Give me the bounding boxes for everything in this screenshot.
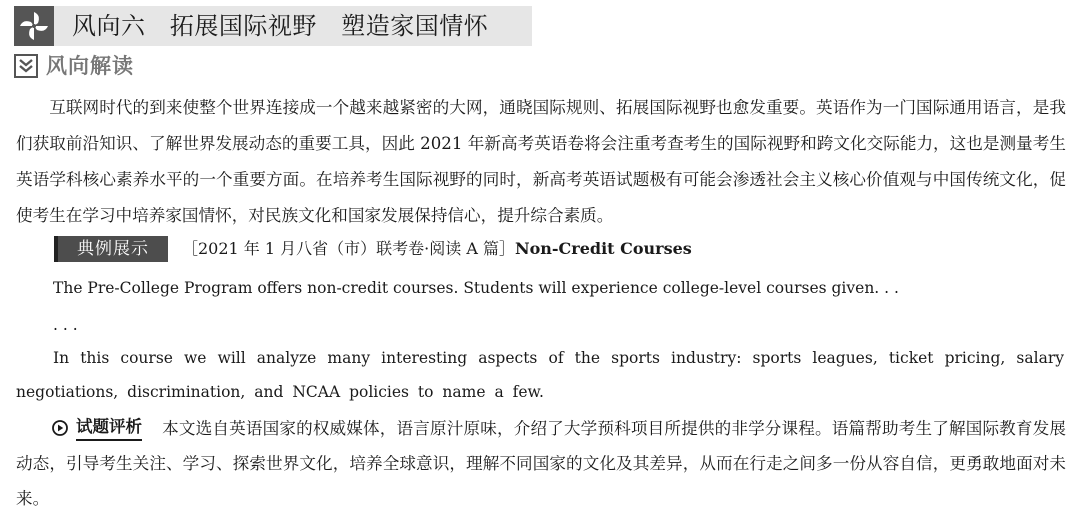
example-ellipsis: . . . <box>53 316 78 334</box>
double-chevron-down-icon <box>14 54 38 78</box>
intro-paragraph: 互联网时代的到来使整个世界连接成一个越来越紧密的大网，通晓国际规则、拓展国际视野也愈发重要。英语作为一门国际通用语言，是我们获取前沿知识、了解世界发展动态的重要工具，因此 2021 年新高考英语卷将会注重考查考生的国际视野和跨文化交际能力，这也是测量考生英语学科核心素养水平的一个重要方面。在培养考生国际视野的同时，新高考英语试题极有可能会渗透社会主义核心价值观与中国传统文化，促使考生在学习中培养家国情怀，对民族文化和国家发展保持信心，提升综合素质。 <box>16 98 1066 225</box>
analysis-text: 本文选自英语国家的权威媒体，语言原汁原味，介绍了大学预科项目所提供的非学分课程。语篇帮助考生了解国际教育发展动态，引导考生关注、学习、探索世界文化，培养全球意识，理解不同国家的文化及其差异，从而在行走之间多一份从容自信，更勇敢地面对未来。 <box>16 419 1066 508</box>
analysis-header <box>52 416 142 440</box>
example-paragraph-1: The Pre-College Program offers non-credit courses. Students will experience college-level courses given. . . <box>53 279 899 297</box>
analysis-paragraph <box>16 411 1066 516</box>
section-label: 风向解读 <box>46 54 134 78</box>
example-paragraph-2: In this course we will analyze many interesting aspects of the sports industry: sports leagues, ticket pricing, salary negotiations, discrimination, and NCAA policies to name a few. <box>16 349 1064 401</box>
pinwheel-icon <box>14 6 54 46</box>
example-tag: 典例展示 <box>54 236 168 262</box>
analysis-label: 试题评析 <box>76 416 142 441</box>
play-circle-icon <box>52 420 68 436</box>
page-title: 风向六 拓展国际视野 塑造家国情怀 <box>72 12 489 40</box>
example-source-title: Non-Credit Courses <box>514 239 692 258</box>
example-source-ref: ［2021 年 1 月八省（市）联考卷·阅读 A 篇］ <box>182 239 515 258</box>
example-source <box>182 237 692 261</box>
title-banner <box>14 6 532 46</box>
